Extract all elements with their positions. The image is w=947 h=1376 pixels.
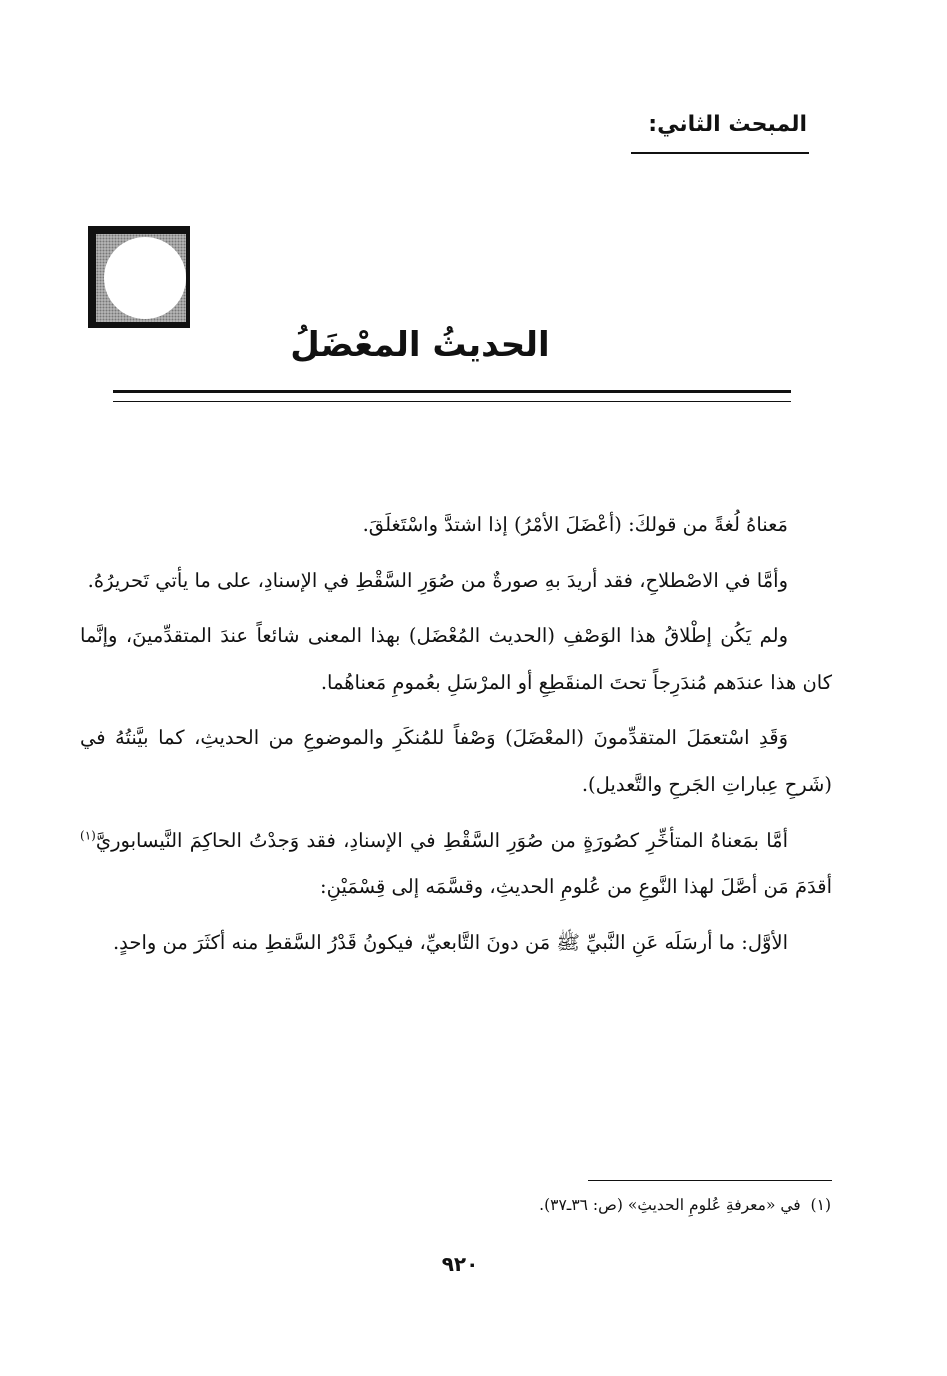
title-rule-thin: [113, 401, 791, 402]
ornament-shaded-panel: [96, 234, 186, 322]
paragraph-usage-munkar: وَقَدِ اسْتعمَلَ المتقدِّمونَ (المعْضَلَ) وَصْفاً للمُنكَرِ والموضوعِ من الحديثِ، كما بيَّنتُهُ في (شَرحِ عِباراتِ الجَرحِ والتَّعديل).: [80, 726, 832, 796]
chapter-title: الحديثُ المعْضَلُ: [290, 325, 550, 365]
footnote-rule: [588, 1180, 832, 1181]
footnote-marker: (١): [810, 1196, 831, 1214]
title-rule-thick: [113, 390, 791, 393]
section-label: المبحث الثاني:: [648, 112, 807, 137]
ornament-circle: [104, 237, 186, 319]
paragraph-later-meaning-end: أقدَمَ مَن أصَّلَ لهذا النَّوعِ من عُلومِ الحديثِ، وقسَّمَه إلى قِسْمَيْنِ:: [320, 875, 832, 899]
footnote-reference: (١): [80, 828, 96, 843]
section-label-underline: [631, 152, 809, 154]
chapter-ornament: [88, 226, 190, 328]
paragraph-technical-meaning: وأمَّا في الاصْطلاحِ، فقد أريدَ بهِ صورةٌ من صُوَرِ السَّقْطِ في الإسنادِ، على ما يأتي تَحريرُهُ.: [87, 568, 788, 592]
paragraph-first-category: الأوَّل: ما أرسَلَه عَنِ النَّبيِّ ﷺ مَن دونَ التَّابعيِّ، فيكونُ قَدْرُ السَّقطِ منه أكثَرَ من واحدٍ.: [112, 930, 788, 954]
paragraph-linguistic-meaning: مَعناهُ لُغةً من قولكَ: (أعْضَلَ الأمْرُ) إذا اشتدَّ واسْتَغلَقَ.: [362, 513, 788, 536]
footnote-text: في «معرفةِ عُلومِ الحديثِ» (ص: ٣٦ـ٣٧).: [539, 1196, 801, 1214]
paragraph-later-meaning-start: أمَّا بمَعناهُ المتأخِّرِ كصُورَةٍ من صُوَرِ السَّقْطِ في الإسنادِ، فقد وَجدْتُ الحاكِمَ النَّيسابوريَّ: [95, 828, 788, 852]
body-text: [80, 502, 832, 975]
paragraph-early-usage: ولم يَكُن إطْلاقُ هذا الوَصْفِ (الحديث المُعْضَل) بهذا المعنى شائعاً عندَ المتقدِّمينَ، وإنَّما كان هذا عندَهم مُندَرِجاً تحتَ المنقَطِعِ أو المرْسَلِ بعُمومِ مَعناهُما.: [80, 624, 832, 694]
page-number: ٩٢٠: [441, 1252, 479, 1276]
paragraph-later-meaning: [80, 818, 832, 911]
footnote: [539, 1196, 831, 1214]
